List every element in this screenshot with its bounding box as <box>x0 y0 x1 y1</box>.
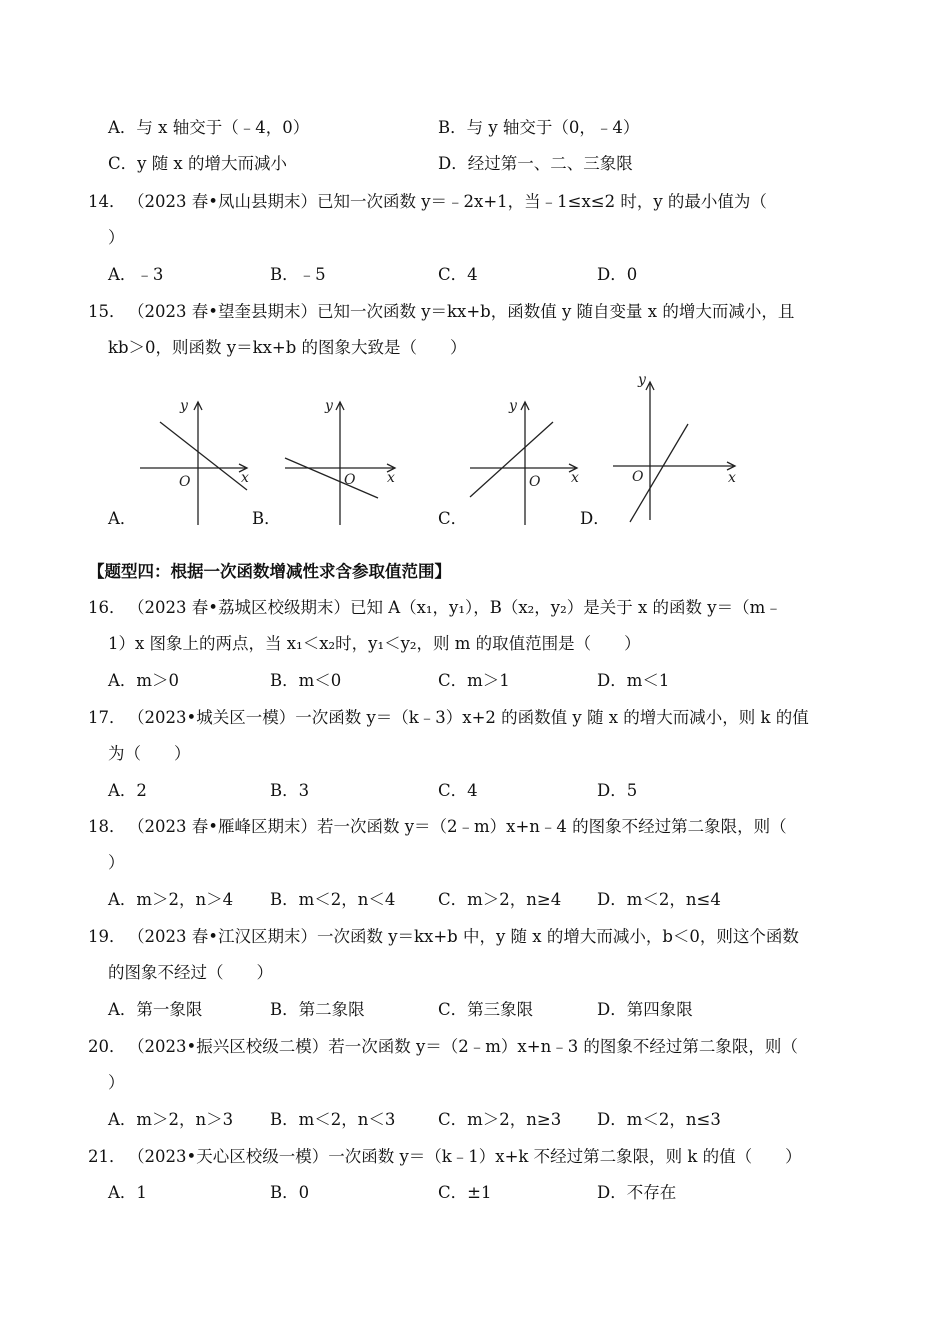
origin-label: O <box>529 474 541 490</box>
q13-option-b: B．与 y 轴交于（0，﹣4） <box>438 118 640 137</box>
q14-option-a: A．﹣3 <box>108 265 164 284</box>
q15-option-c: C． <box>438 509 468 528</box>
q17-option-c: C．4 <box>438 781 478 800</box>
y-axis-label: y <box>180 398 188 414</box>
q20-option-c: C．m＞2，n≥3 <box>438 1110 562 1129</box>
q19-stem-line2: 的图象不经过（ ） <box>108 963 273 982</box>
q13-option-c: C．y 随 x 的增大而减小 <box>108 154 287 173</box>
q16-stem-line1: （2023 春•荔城区校级期末）已知 A（x₁，y₁），B（x₂，y₂）是关于 x 的函数 y＝（m﹣ <box>128 598 782 617</box>
q20-option-b: B．m＜2，n＜3 <box>270 1110 396 1129</box>
q19-option-b: B．第二象限 <box>270 1000 365 1019</box>
q18-option-c: C．m＞2，n≥4 <box>438 890 562 909</box>
q18-stem-line1: （2023 春•雁峰区期末）若一次函数 y＝（2﹣m）x+n﹣4 的图象不经过第二象限，则（ <box>128 817 787 836</box>
q17-option-a: A．2 <box>108 781 147 800</box>
q21-option-b: B．0 <box>270 1183 310 1202</box>
origin-label: O <box>344 472 356 488</box>
q15-number: 15． <box>88 302 126 321</box>
q19-option-a: A．第一象限 <box>108 1000 203 1019</box>
q16-option-a: A．m＞0 <box>108 671 180 690</box>
origin-label: O <box>632 469 644 485</box>
x-axis-label: x <box>387 470 395 486</box>
q16-stem-line2: 1）x 图象上的两点，当 x₁＜x₂时，y₁＜y₂，则 m 的取值范围是（ ） <box>108 634 641 653</box>
q15-option-b: B． <box>252 509 281 528</box>
q19-option-c: C．第三象限 <box>438 1000 534 1019</box>
q18-option-d: D．m＜2，n≤4 <box>597 890 721 909</box>
q17-number: 17． <box>88 708 126 727</box>
q21-option-a: A．1 <box>108 1183 147 1202</box>
y-axis-label: y <box>325 398 333 414</box>
x-axis-label: x <box>241 470 249 486</box>
q14-stem-line1: （2023 春•凤山县期末）已知一次函数 y＝﹣2x+1，当﹣1≤x≤2 时，y 的最小值为（ <box>128 192 767 211</box>
x-axis-label: x <box>571 470 579 486</box>
q15-option-a: A． <box>108 509 137 528</box>
q20-option-d: D．m＜2，n≤3 <box>597 1110 721 1129</box>
q19-option-d: D．第四象限 <box>597 1000 693 1019</box>
q15-stem-line2: kb＞0，则函数 y＝kx+b 的图象大致是（ ） <box>108 338 467 357</box>
q20-stem-line1: （2023•振兴区校级二模）若一次函数 y＝（2﹣m）x+n﹣3 的图象不经过第二象限，则（ <box>128 1037 798 1056</box>
q20-number: 20． <box>88 1037 126 1056</box>
q16-option-c: C．m＞1 <box>438 671 510 690</box>
q15-graph-c <box>465 390 590 530</box>
q17-option-b: B．3 <box>270 781 310 800</box>
q15-option-d: D． <box>580 509 610 528</box>
q16-option-d: D．m＜1 <box>597 671 670 690</box>
origin-label: O <box>179 474 191 490</box>
q18-option-b: B．m＜2，n＜4 <box>270 890 396 909</box>
q19-number: 19． <box>88 927 126 946</box>
q21-stem-line1: （2023•天心区校级一模）一次函数 y＝（k﹣1）x+k 不经过第二象限，则 k 的值（ ） <box>128 1147 802 1166</box>
q14-option-b: B．﹣5 <box>270 265 326 284</box>
q21-option-c: C．±1 <box>438 1183 492 1202</box>
q16-option-b: B．m＜0 <box>270 671 342 690</box>
q15-stem-line1: （2023 春•望奎县期末）已知一次函数 y＝kx+b，函数值 y 随自变量 x 的增大而减小，且 <box>128 302 795 321</box>
q17-stem-line1: （2023•城关区一模）一次函数 y＝（k﹣3）x+2 的函数值 y 随 x 的增大而减小，则 k 的值 <box>128 708 809 727</box>
q17-option-d: D．5 <box>597 781 638 800</box>
q14-option-d: D．0 <box>597 265 638 284</box>
q15-graph-d <box>610 370 745 530</box>
y-axis-label: y <box>638 372 646 388</box>
q13-option-a: A．与 x 轴交于（﹣4，0） <box>108 118 310 137</box>
q14-option-c: C．4 <box>438 265 478 284</box>
q18-stem-line2: ） <box>108 853 125 872</box>
q20-stem-line2: ） <box>108 1073 125 1092</box>
q18-number: 18． <box>88 817 126 836</box>
x-axis-label: x <box>728 470 736 486</box>
q20-option-a: A．m＞2，n＞3 <box>108 1110 234 1129</box>
q21-option-d: D．不存在 <box>597 1183 677 1202</box>
y-axis-label: y <box>509 398 517 414</box>
q14-stem-line2: ） <box>108 228 125 247</box>
q15-graph-b <box>280 390 405 530</box>
q15-graph-a <box>135 390 255 530</box>
q14-number: 14． <box>88 192 126 211</box>
q13-option-d: D．经过第一、二、三象限 <box>438 154 633 173</box>
section-heading: 【题型四：根据一次函数增减性求含参取值范围】 <box>88 562 451 581</box>
q16-number: 16． <box>88 598 126 617</box>
q17-stem-line2: 为（ ） <box>108 744 191 763</box>
q19-stem-line1: （2023 春•江汉区期末）一次函数 y＝kx+b 中，y 随 x 的增大而减小，b＜0，则这个函数 <box>128 927 799 946</box>
q18-option-a: A．m＞2，n＞4 <box>108 890 234 909</box>
q21-number: 21． <box>88 1147 126 1166</box>
